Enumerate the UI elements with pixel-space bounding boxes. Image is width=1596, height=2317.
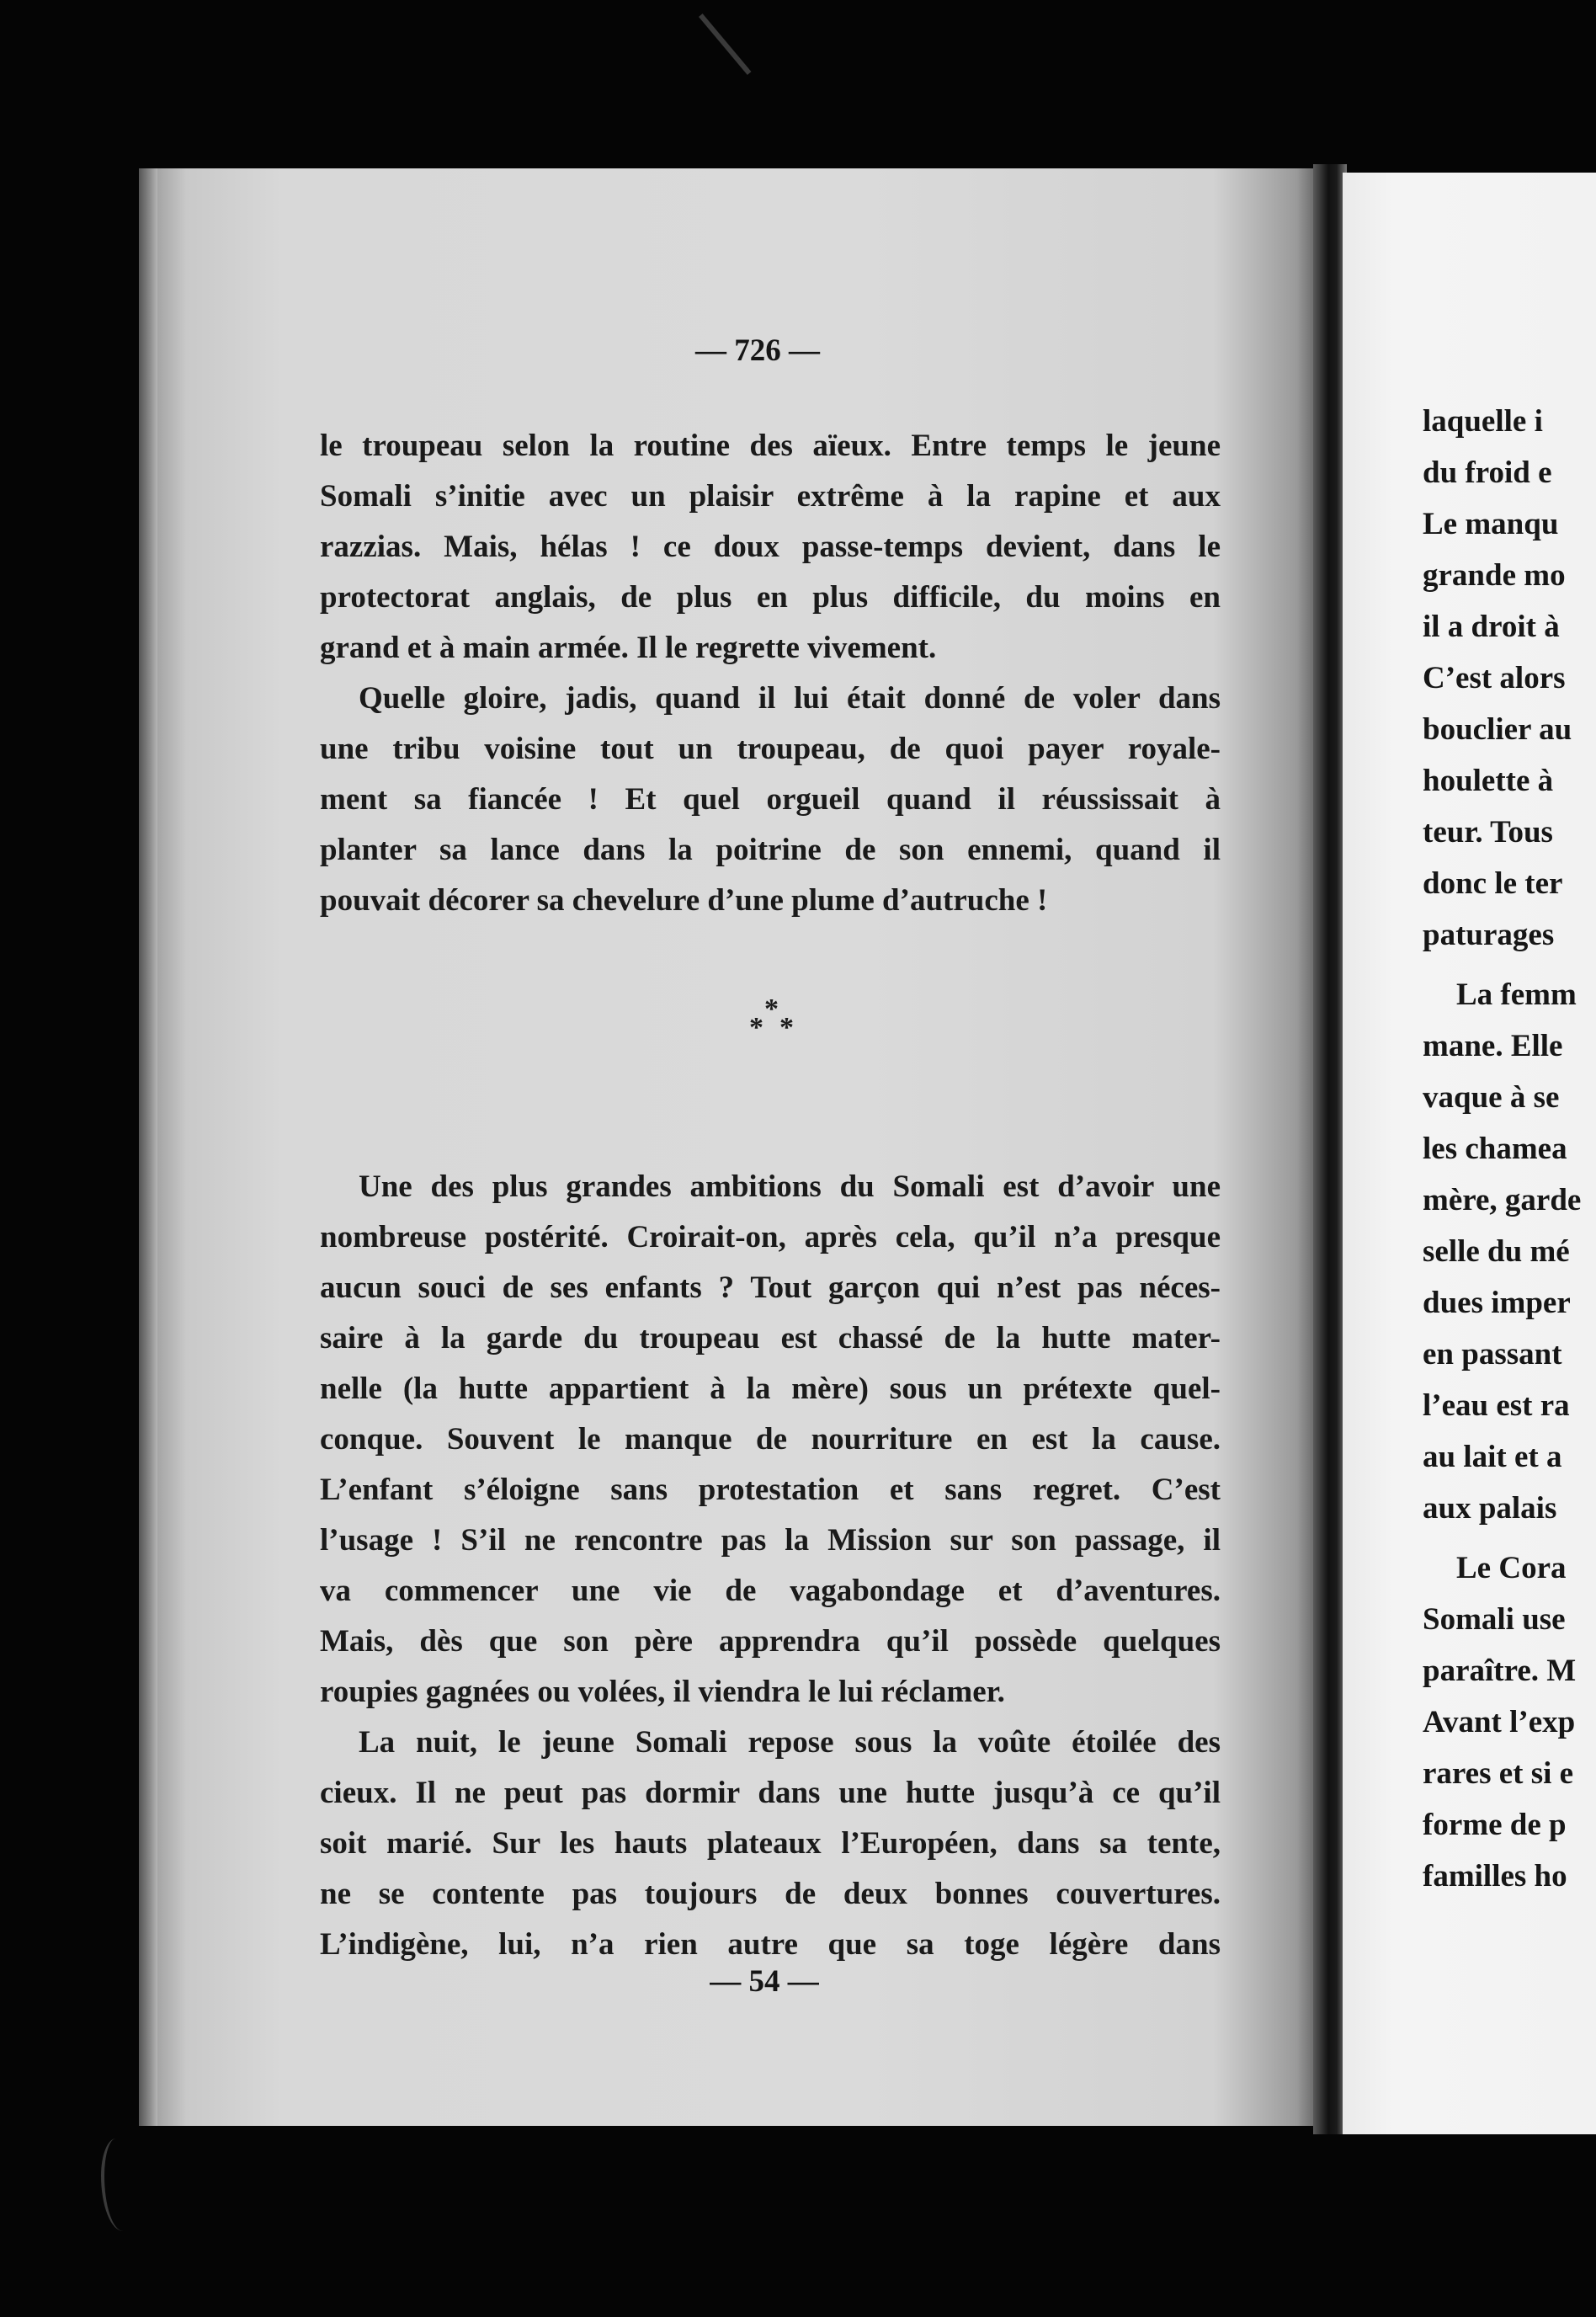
text-line: selle du mé bbox=[1423, 1234, 1570, 1269]
text-line: Somali s’initie avec un plaisir extrême à la rapine et aux bbox=[320, 479, 1221, 514]
text-line: Mais, dès que son père apprendra qu’il possède quelques bbox=[320, 1624, 1221, 1659]
page-footer-number: — 54 — bbox=[710, 1964, 819, 1999]
text-line: va commencer une vie de vagabondage et d’aventures. bbox=[320, 1574, 1221, 1608]
text-line: mère, garde bbox=[1423, 1183, 1582, 1217]
text-line: dues imper bbox=[1423, 1286, 1571, 1320]
text-line: ment sa fiancée ! Et quel orgueil quand il réussissait à bbox=[320, 782, 1221, 817]
text-line: Avant l’exp bbox=[1423, 1705, 1576, 1739]
text-line: L’enfant s’éloigne sans protestation et sans regret. C’est bbox=[320, 1473, 1221, 1507]
text-line: Une des plus grandes ambitions du Somali est d’avoir une bbox=[359, 1169, 1221, 1204]
text-line: il a droit à bbox=[1423, 610, 1560, 644]
text-line: L’indigène, lui, n’a rien autre que sa toge légère dans bbox=[320, 1927, 1221, 1962]
text-line: forme de p bbox=[1423, 1808, 1567, 1842]
text-line: rares et si e bbox=[1423, 1756, 1574, 1791]
text-line: au lait et a bbox=[1423, 1440, 1562, 1474]
text-line: familles ho bbox=[1423, 1859, 1567, 1894]
text-line: mane. Elle bbox=[1423, 1029, 1563, 1063]
text-line: l’usage ! S’il ne rencontre pas la Mission sur son passage, il bbox=[320, 1523, 1221, 1558]
asterism-star: * bbox=[749, 1012, 763, 1043]
text-line: paturages bbox=[1423, 918, 1555, 952]
text-line: pouvait décorer sa chevelure d’une plume d’autruche ! bbox=[320, 883, 1048, 918]
text-line: roupies gagnées ou volées, il viendra le lui réclamer. bbox=[320, 1675, 1005, 1709]
text-line: grand et à main armée. Il le regrette vivement. bbox=[320, 631, 937, 665]
text-line: saire à la garde du troupeau est chassé de la hutte mater- bbox=[320, 1321, 1221, 1356]
text-line: C’est alors bbox=[1423, 661, 1566, 695]
text-line: bouclier au bbox=[1423, 712, 1572, 747]
scan-speck bbox=[699, 17, 758, 76]
text-line: planter sa lance dans la poitrine de son ennemi, quand il bbox=[320, 833, 1221, 867]
text-line: Somali use bbox=[1423, 1602, 1566, 1637]
text-line: l’eau est ra bbox=[1423, 1388, 1570, 1423]
text-line: les chamea bbox=[1423, 1132, 1567, 1166]
text-line: Quelle gloire, jadis, quand il lui était donné de voler dans bbox=[359, 681, 1221, 716]
text-line: grande mo bbox=[1423, 558, 1566, 593]
scan-speck bbox=[101, 2139, 138, 2231]
page-header-number: — 726 — bbox=[695, 333, 820, 368]
text-line: Le manqu bbox=[1423, 507, 1559, 541]
text-line: aux palais bbox=[1423, 1491, 1557, 1526]
right-page-text bbox=[1423, 396, 1596, 1962]
text-line: ne se contente pas toujours de deux bonnes couvertures. bbox=[320, 1877, 1221, 1911]
text-block-lower bbox=[320, 1162, 1221, 1970]
asterism-star: * bbox=[764, 993, 779, 1025]
text-block-upper bbox=[320, 421, 1221, 926]
left-page-edge bbox=[139, 168, 157, 2126]
text-line: protectorat anglais, de plus en plus difficile, du moins en bbox=[320, 580, 1221, 615]
text-line: aucun souci de ses enfants ? Tout garçon qui n’est pas néces- bbox=[320, 1270, 1221, 1305]
text-line: vaque à se bbox=[1423, 1080, 1560, 1115]
text-line: nelle (la hutte appartient à la mère) sous un prétexte quel- bbox=[320, 1372, 1221, 1406]
text-line: conque. Souvent le manque de nourriture en est la cause. bbox=[320, 1422, 1221, 1457]
section-asterism bbox=[732, 993, 817, 1061]
text-line: laquelle i bbox=[1423, 404, 1543, 439]
text-line: nombreuse postérité. Croirait-on, après cela, qu’il n’a presque bbox=[320, 1220, 1221, 1254]
text-line: houlette à bbox=[1423, 764, 1554, 798]
text-line: du froid e bbox=[1423, 455, 1552, 490]
text-line: La femm bbox=[1456, 977, 1577, 1012]
text-line: une tribu voisine tout un troupeau, de quoi payer royale- bbox=[320, 732, 1221, 766]
text-line: paraître. M bbox=[1423, 1654, 1577, 1688]
text-line: soit marié. Sur les hauts plateaux l’Européen, dans sa tente, bbox=[320, 1826, 1221, 1861]
text-line: Le Cora bbox=[1456, 1551, 1567, 1585]
book-gutter bbox=[1313, 164, 1347, 2134]
text-line: en passant bbox=[1423, 1337, 1562, 1372]
text-line: teur. Tous bbox=[1423, 815, 1553, 850]
text-line: razzias. Mais, hélas ! ce doux passe-temps devient, dans le bbox=[320, 530, 1221, 564]
text-line: donc le ter bbox=[1423, 866, 1563, 901]
text-line: le troupeau selon la routine des aïeux. Entre temps le jeune bbox=[320, 429, 1221, 463]
text-line: La nuit, le jeune Somali repose sous la voûte étoilée des bbox=[359, 1725, 1221, 1760]
asterism-star: * bbox=[779, 1012, 794, 1043]
text-line: cieux. Il ne peut pas dormir dans une hutte jusqu’à ce qu’il bbox=[320, 1776, 1221, 1810]
